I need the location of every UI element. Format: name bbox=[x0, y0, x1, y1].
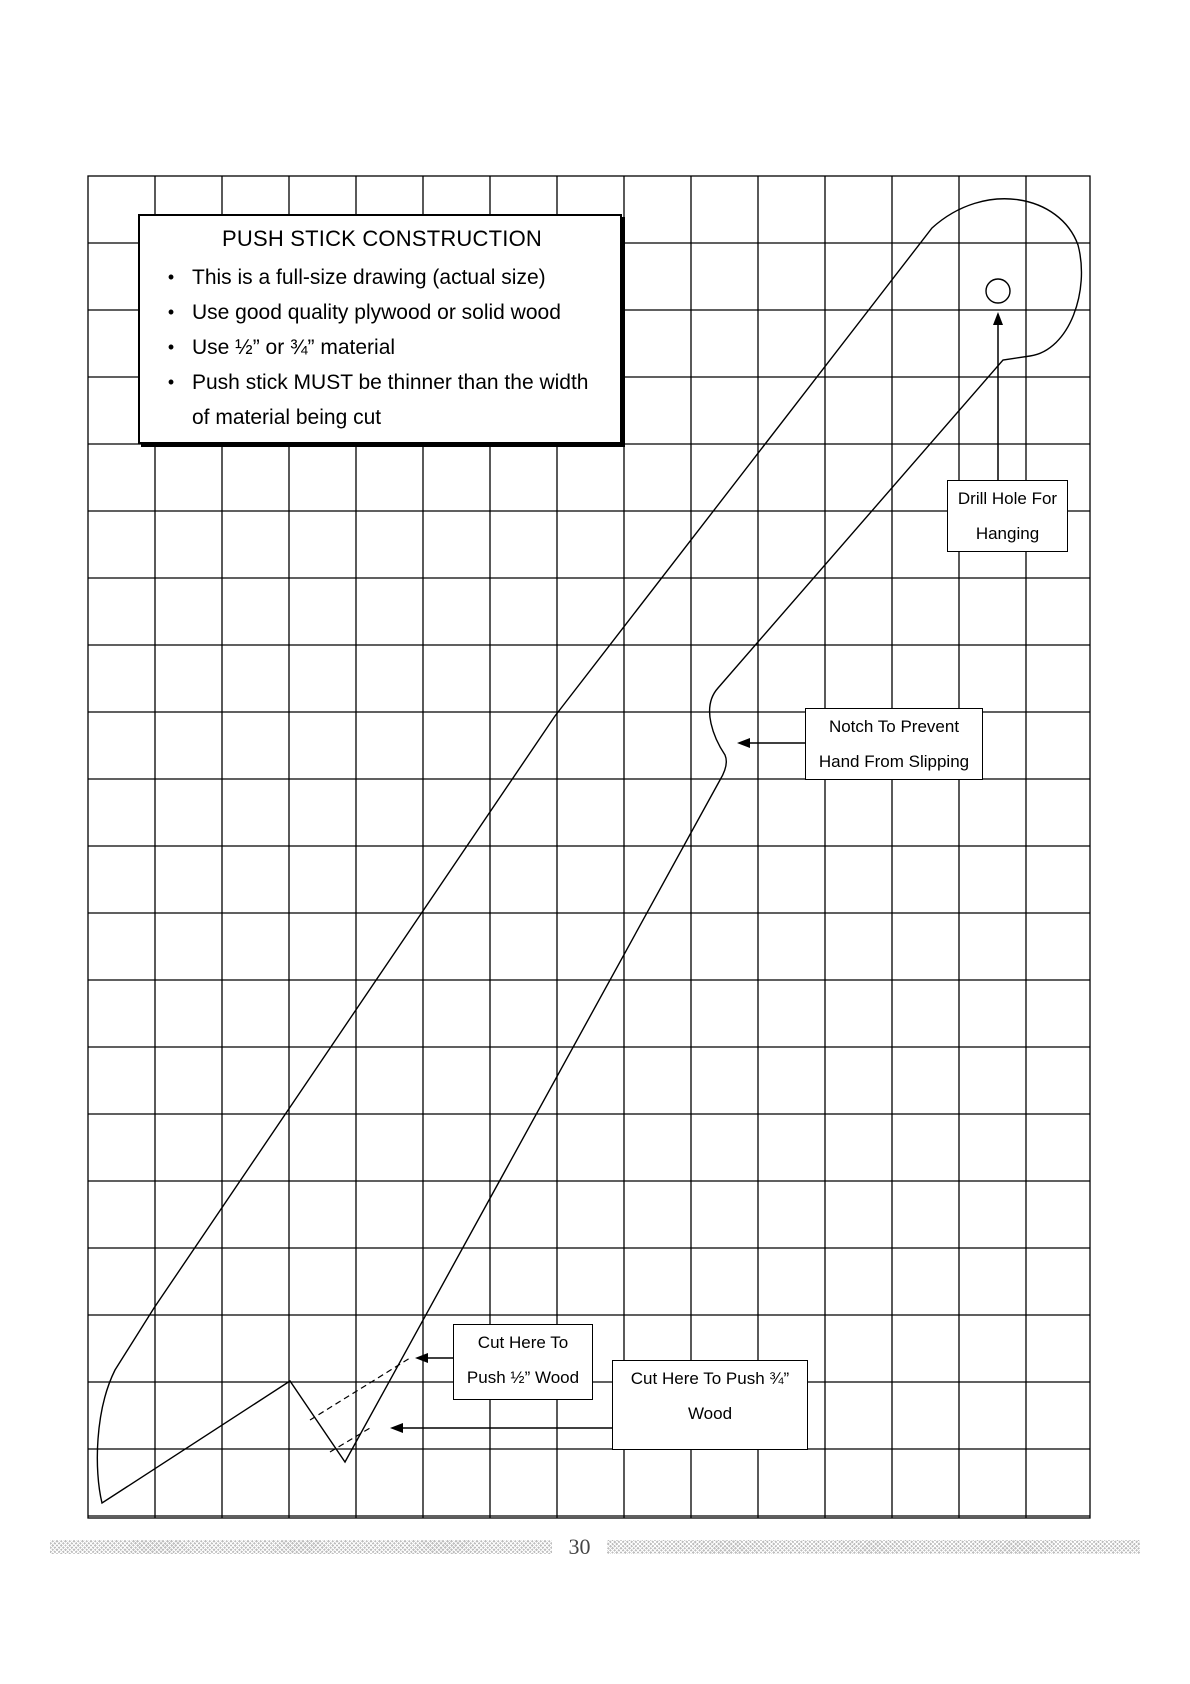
page-number: 30 bbox=[568, 1534, 591, 1559]
callout-line: Cut Here To Push ¾” bbox=[630, 1369, 790, 1388]
callout-line: Notch To Prevent bbox=[828, 717, 960, 736]
notes-title: PUSH STICK CONSTRUCTION bbox=[222, 226, 542, 251]
notes-item-text: Push stick MUST be thinner than the width of material being cut bbox=[192, 371, 589, 429]
cut-three-quarter-inch-callout bbox=[612, 1360, 808, 1450]
footer-pattern-bar bbox=[50, 1540, 552, 1554]
cut-line-half-inch bbox=[310, 1358, 410, 1420]
callout-line: Hanging bbox=[975, 524, 1040, 543]
bullet-icon: • bbox=[167, 267, 175, 287]
notes-item bbox=[156, 260, 608, 295]
notes-item bbox=[156, 330, 608, 365]
notes-item-text: Use ½” or ¾” material bbox=[192, 336, 396, 359]
arrow-left-icon bbox=[415, 1353, 428, 1363]
callout-line: Wood bbox=[687, 1404, 733, 1423]
cut-half-inch-callout bbox=[453, 1324, 593, 1400]
drill-hole-callout bbox=[947, 480, 1068, 552]
notch-callout bbox=[805, 708, 983, 780]
hanging-hole bbox=[986, 279, 1010, 303]
bullet-icon: • bbox=[167, 337, 175, 357]
notch-leader bbox=[737, 738, 805, 748]
construction-notes-box bbox=[138, 214, 622, 444]
footer-pattern-bar bbox=[607, 1540, 1140, 1554]
notes-list bbox=[156, 260, 608, 435]
bullet-icon: • bbox=[167, 302, 175, 322]
arrow-left-icon bbox=[737, 738, 750, 748]
callout-line: Drill Hole For bbox=[957, 489, 1058, 508]
notes-item bbox=[156, 365, 608, 435]
notes-item-text: This is a full-size drawing (actual size) bbox=[192, 266, 546, 289]
callout-line: Push ½” Wood bbox=[466, 1368, 580, 1387]
drill-hole-leader bbox=[993, 312, 1003, 480]
callout-line: Cut Here To bbox=[477, 1333, 569, 1352]
arrow-up-icon bbox=[993, 312, 1003, 325]
callout-line: Hand From Slipping bbox=[818, 752, 970, 771]
arrow-left-icon bbox=[390, 1423, 403, 1433]
notes-item-text: Use good quality plywood or solid wood bbox=[192, 301, 561, 324]
cut-half-leader bbox=[415, 1353, 453, 1363]
page-footer bbox=[50, 1534, 1140, 1562]
bullet-icon: • bbox=[167, 372, 175, 392]
notes-item bbox=[156, 295, 608, 330]
